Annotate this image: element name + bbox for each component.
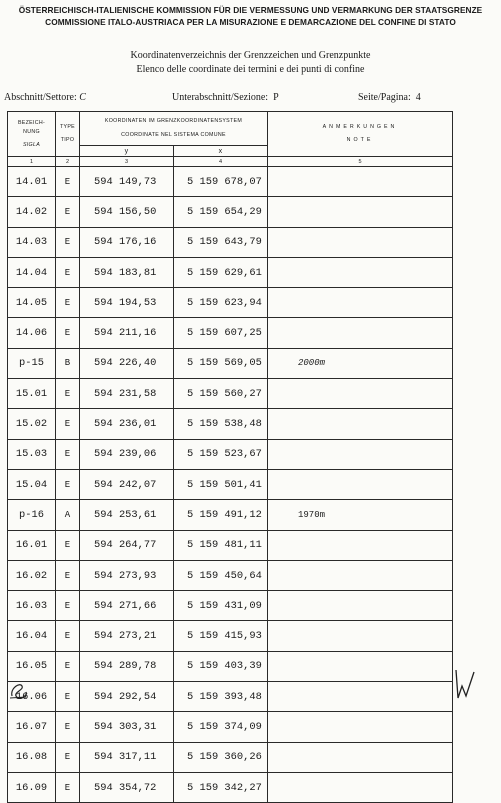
coordinate-y: 594 273,21 xyxy=(80,621,174,651)
point-type: E xyxy=(56,227,80,257)
coordinate-x: 5 159 450,64 xyxy=(174,560,268,590)
point-type: E xyxy=(56,712,80,742)
page-field xyxy=(358,92,421,103)
point-id: 14.06 xyxy=(8,318,56,348)
point-note xyxy=(268,167,453,197)
page-value: 4 xyxy=(415,92,421,103)
point-type: B xyxy=(56,348,80,378)
table-row xyxy=(8,712,453,742)
page-label: Seite/Pagina: xyxy=(358,92,411,103)
coordinate-x: 5 159 501,41 xyxy=(174,469,268,499)
coordinate-y: 594 289,78 xyxy=(80,651,174,681)
point-note xyxy=(268,560,453,590)
point-note xyxy=(268,288,453,318)
coordinate-y: 594 149,73 xyxy=(80,167,174,197)
coordinate-x: 5 159 607,25 xyxy=(174,318,268,348)
col-number-4: 4 xyxy=(174,157,268,167)
point-note xyxy=(268,772,453,802)
coordinate-y: 594 253,61 xyxy=(80,500,174,530)
coordinate-y: 594 273,93 xyxy=(80,560,174,590)
point-note xyxy=(268,197,453,227)
point-note xyxy=(268,651,453,681)
point-note xyxy=(268,682,453,712)
point-type: E xyxy=(56,439,80,469)
point-id: 16.08 xyxy=(8,742,56,772)
coordinate-y: 594 194,53 xyxy=(80,288,174,318)
coordinate-x: 5 159 431,09 xyxy=(174,591,268,621)
point-note xyxy=(268,257,453,287)
header-notes-it: NOTE xyxy=(346,137,374,143)
point-id: 15.02 xyxy=(8,409,56,439)
subsection-label: Unterabschnitt/Sezione: xyxy=(172,92,269,103)
header-coordinates-it: COORDINATE NEL SISTEMA COMUNE xyxy=(121,132,226,138)
coordinate-y: 594 236,01 xyxy=(80,409,174,439)
coordinate-x: 5 159 560,27 xyxy=(174,379,268,409)
point-note xyxy=(268,409,453,439)
point-id: 14.01 xyxy=(8,167,56,197)
coordinate-x: 5 159 643,79 xyxy=(174,227,268,257)
point-id: 15.03 xyxy=(8,439,56,469)
table-row xyxy=(8,469,453,499)
header-designation xyxy=(8,112,56,157)
point-id: 16.02 xyxy=(8,560,56,590)
col-number-1: 1 xyxy=(8,157,56,167)
point-note xyxy=(268,712,453,742)
table-row xyxy=(8,621,453,651)
document-title-de: Koordinatenverzeichnis der Grenzzeichen und Grenzpunkte xyxy=(130,50,371,61)
point-type: E xyxy=(56,257,80,287)
point-id: 16.07 xyxy=(8,712,56,742)
header-coordinates-de: KOORDINATEN IM GRENZKOORDINATENSYSTEM xyxy=(104,118,243,124)
point-note xyxy=(268,227,453,257)
table-row xyxy=(8,439,453,469)
col-number-3: 3 xyxy=(80,157,174,167)
table-row xyxy=(8,772,453,802)
point-note: 2000m xyxy=(268,348,453,378)
col-number-2: 2 xyxy=(56,157,80,167)
header-designation-de: BEZEICH-NUNG xyxy=(17,119,46,135)
point-note xyxy=(268,318,453,348)
header-type-it: TIPO xyxy=(60,137,75,143)
point-id: 15.04 xyxy=(8,469,56,499)
point-type: A xyxy=(56,500,80,530)
table-row xyxy=(8,257,453,287)
point-type: E xyxy=(56,560,80,590)
point-type: E xyxy=(56,379,80,409)
point-id: 16.04 xyxy=(8,621,56,651)
point-type: E xyxy=(56,651,80,681)
point-type: E xyxy=(56,772,80,802)
table-row xyxy=(8,651,453,681)
point-type: E xyxy=(56,288,80,318)
coordinate-x: 5 159 374,09 xyxy=(174,712,268,742)
point-id: 16.05 xyxy=(8,651,56,681)
point-id: p-15 xyxy=(8,348,56,378)
table-row xyxy=(8,379,453,409)
table-row xyxy=(8,197,453,227)
subsection-field xyxy=(172,92,279,103)
coordinate-x: 5 159 481,11 xyxy=(174,530,268,560)
coordinate-x: 5 159 538,48 xyxy=(174,409,268,439)
header-y: y xyxy=(80,146,174,157)
point-type: E xyxy=(56,742,80,772)
point-id: 14.05 xyxy=(8,288,56,318)
header-x: x xyxy=(174,146,268,157)
table-row xyxy=(8,500,453,530)
coordinate-x: 5 159 360,26 xyxy=(174,742,268,772)
section-field xyxy=(4,92,86,103)
table-row xyxy=(8,409,453,439)
coordinate-y: 594 264,77 xyxy=(80,530,174,560)
point-id: 16.06 xyxy=(8,682,56,712)
document-title-it: Elenco delle coordinate dei termini e dei punti di confine xyxy=(136,64,365,75)
coordinate-x: 5 159 393,48 xyxy=(174,682,268,712)
point-id: 16.03 xyxy=(8,591,56,621)
coordinate-x: 5 159 342,27 xyxy=(174,772,268,802)
point-type: E xyxy=(56,591,80,621)
point-note xyxy=(268,742,453,772)
point-id: 15.01 xyxy=(8,379,56,409)
point-note xyxy=(268,379,453,409)
coordinate-x: 5 159 629,61 xyxy=(174,257,268,287)
point-note xyxy=(268,621,453,651)
point-note: 1970m xyxy=(268,500,453,530)
point-type: E xyxy=(56,682,80,712)
col-number-5: 5 xyxy=(268,157,453,167)
header-notes xyxy=(268,112,453,157)
section-value: C xyxy=(79,92,86,103)
signature-left xyxy=(6,676,36,702)
section-label: Abschnitt/Settore: xyxy=(4,92,77,103)
table-row xyxy=(8,167,453,197)
coordinate-y: 594 156,50 xyxy=(80,197,174,227)
coordinates-table xyxy=(7,111,453,803)
coordinate-y: 594 354,72 xyxy=(80,772,174,802)
table-row xyxy=(8,227,453,257)
coordinate-y: 594 176,16 xyxy=(80,227,174,257)
commission-title-de: ÖSTERREICHISCH-ITALIENISCHE KOMMISSION FÜR DIE VERMESSUNG UND VERMARKUNG DER STAATSGRENZE xyxy=(18,5,483,15)
point-note xyxy=(268,439,453,469)
coordinate-x: 5 159 415,93 xyxy=(174,621,268,651)
coordinate-x: 5 159 654,29 xyxy=(174,197,268,227)
coordinate-x: 5 159 523,67 xyxy=(174,439,268,469)
table-body xyxy=(8,167,453,803)
coordinate-x: 5 159 491,12 xyxy=(174,500,268,530)
header-type xyxy=(56,112,80,157)
coordinate-y: 594 231,58 xyxy=(80,379,174,409)
table-row xyxy=(8,682,453,712)
coordinate-x: 5 159 403,39 xyxy=(174,651,268,681)
point-id: 16.09 xyxy=(8,772,56,802)
table-row xyxy=(8,318,453,348)
table-row xyxy=(8,530,453,560)
point-id: p-16 xyxy=(8,500,56,530)
point-type: E xyxy=(56,469,80,499)
coordinate-y: 594 239,06 xyxy=(80,439,174,469)
coordinate-x: 5 159 623,94 xyxy=(174,288,268,318)
table-row xyxy=(8,560,453,590)
table-row xyxy=(8,591,453,621)
coordinate-x: 5 159 569,05 xyxy=(174,348,268,378)
coordinate-y: 594 292,54 xyxy=(80,682,174,712)
header-type-de: TYPE xyxy=(59,124,76,130)
table-row xyxy=(8,348,453,378)
point-id: 14.04 xyxy=(8,257,56,287)
coordinate-y: 594 303,31 xyxy=(80,712,174,742)
point-type: E xyxy=(56,197,80,227)
coordinate-y: 594 317,11 xyxy=(80,742,174,772)
coordinate-y: 594 226,40 xyxy=(80,348,174,378)
point-id: 14.02 xyxy=(8,197,56,227)
table-row xyxy=(8,742,453,772)
subsection-value: P xyxy=(273,92,279,103)
point-note xyxy=(268,469,453,499)
point-note xyxy=(268,530,453,560)
commission-title-it: COMMISSIONE ITALO-AUSTRIACA PER LA MISURAZIONE E DEMARCAZIONE DEL CONFINE DI STATO xyxy=(45,17,456,27)
coordinate-x: 5 159 678,07 xyxy=(174,167,268,197)
point-id: 14.03 xyxy=(8,227,56,257)
coordinate-y: 594 211,16 xyxy=(80,318,174,348)
point-type: E xyxy=(56,530,80,560)
point-type: E xyxy=(56,409,80,439)
signature-right xyxy=(450,664,480,704)
header-designation-it: SIGLA xyxy=(22,141,41,148)
point-type: E xyxy=(56,167,80,197)
point-type: E xyxy=(56,318,80,348)
point-type: E xyxy=(56,621,80,651)
table-row xyxy=(8,288,453,318)
point-note xyxy=(268,591,453,621)
coordinate-y: 594 183,81 xyxy=(80,257,174,287)
header-coordinates xyxy=(80,112,268,146)
coordinate-y: 594 242,07 xyxy=(80,469,174,499)
coordinate-y: 594 271,66 xyxy=(80,591,174,621)
header-notes-de: ANMERKUNGEN xyxy=(322,124,398,130)
point-id: 16.01 xyxy=(8,530,56,560)
